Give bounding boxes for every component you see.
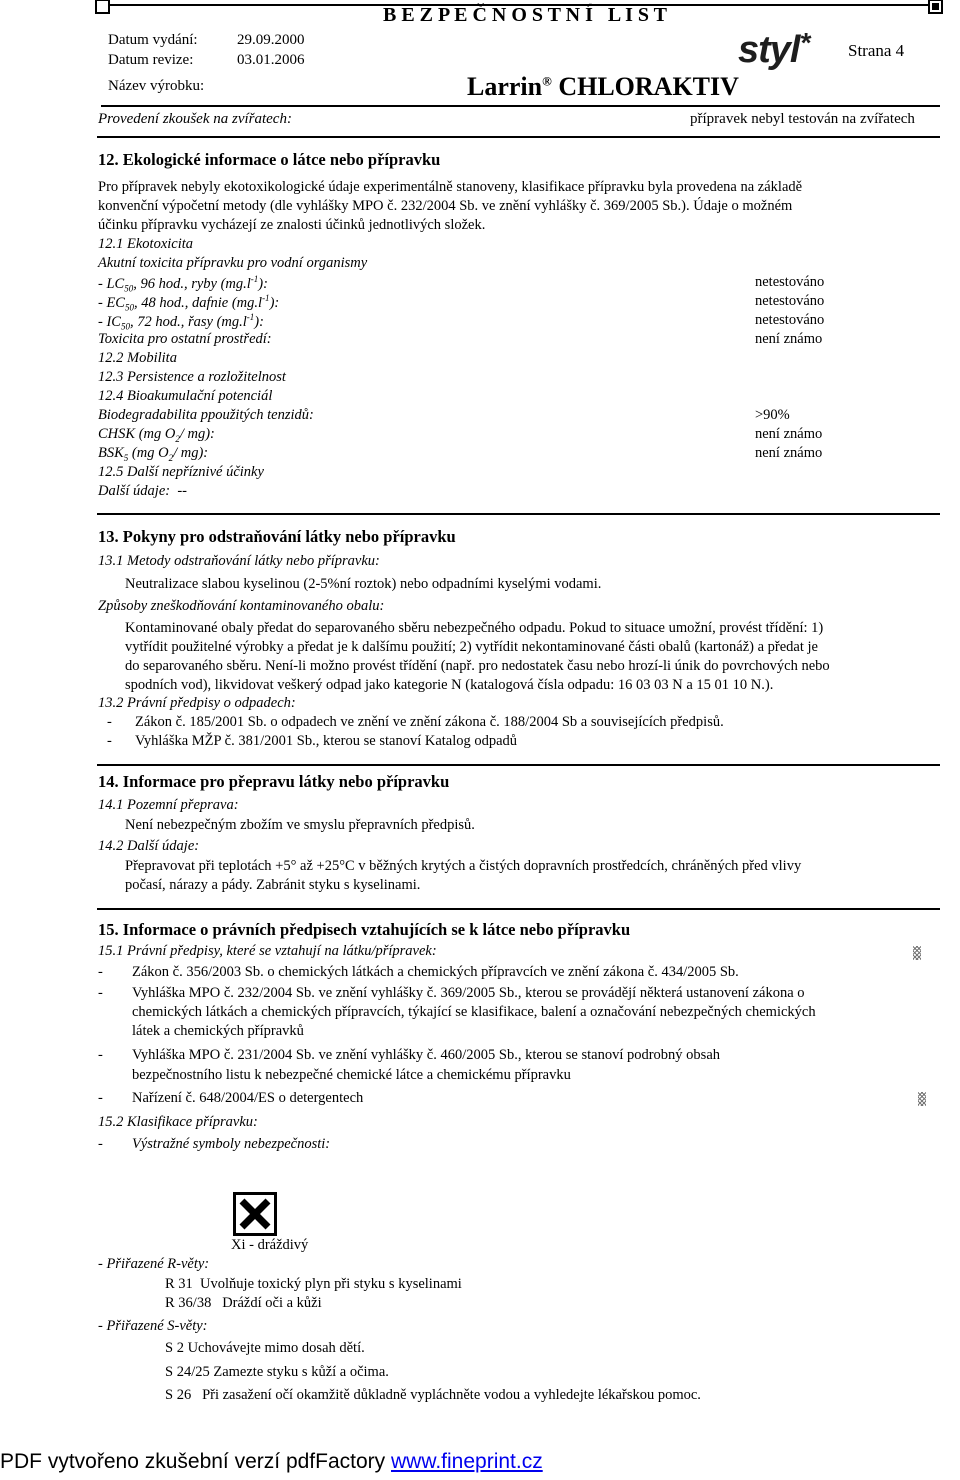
disposal-methods-text: Neutralizace slabou kyselinou (2-5%ní roztok) nebo odpadními kyselými vodami. bbox=[125, 576, 602, 592]
s12-paragraph-line: Pro přípravek nebyly ekotoxikologické údaje experimentálně stanoveny, klasifikace přípravku byla provedena na základě bbox=[98, 179, 803, 195]
packaging-disposal-line: do separovaného sběru. Není-li možno provést třídění (např. pro nedostatek času nebo hrozí-li únik do povrchových nebo bbox=[125, 658, 830, 674]
s-phrase: S 2 Uchovávejte mimo dosah dětí. bbox=[165, 1340, 365, 1356]
product-name bbox=[467, 72, 739, 102]
animal-test-label: Provedení zkoušek na zvířatech: bbox=[98, 111, 292, 127]
section-12-heading: 12. Ekologické informace o látce nebo přípravku bbox=[98, 150, 441, 169]
land-transport-text: Není nebezpečným zbožím ve smyslu přepravních předpisů. bbox=[125, 817, 475, 833]
logo-text: styl bbox=[738, 29, 800, 71]
r-phrases-label: - Přiřazené R-věty: bbox=[98, 1256, 210, 1272]
waste-law-heading: 13.2 Právní předpisy o odpadech: bbox=[98, 695, 296, 711]
waste-law-item: - Zákon č. 185/2001 Sb. o odpadech ve znění ve znění zákona č. 188/2004 Sb a souvisejících předpisů. bbox=[107, 714, 724, 730]
revision-date-value: 03.01.2006 bbox=[237, 52, 305, 68]
packaging-disposal-heading: Způsoby zneškodňování kontaminovaného obalu: bbox=[98, 598, 385, 614]
section-14-heading: 14. Informace pro přepravu látky nebo přípravku bbox=[98, 772, 450, 791]
s-phrase: S 26 Při zasažení očí okamžitě důkladně vypláchněte vodou a vyhledejte lékařskou pomoc. bbox=[165, 1387, 701, 1403]
waste-law-item: - Vyhláška MŽP č. 381/2001 Sb., kterou se stanoví Katalog odpadů bbox=[107, 733, 518, 749]
transport-other-line: Přepravovat při teplotách +5° až +25°C v běžných krytých a čistých dopravních prostředcích, chráněných před vlivy bbox=[125, 858, 802, 874]
legal-reg-line: Vyhláška MPO č. 232/2004 Sb. ve znění vyhlášky č. 369/2005 Sb., kterou se provádějí některá ustanovení zákona o bbox=[132, 985, 805, 1001]
scan-artifact bbox=[913, 946, 921, 960]
legal-reg-line: Nařízení č. 648/2004/ES o detergentech bbox=[132, 1090, 364, 1106]
hazard-symbols-line: - Výstražné symboly nebezpečnosti: bbox=[98, 1136, 331, 1152]
legal-reg-line: Zákon č. 356/2003 Sb. o chemických látkách a chemických přípravcích ve znění zákona č. 434/2005 Sb. bbox=[132, 964, 739, 980]
footer-text: PDF vytvořeno zkušební verzí pdfFactory bbox=[0, 1450, 386, 1473]
pdf-footer bbox=[0, 1450, 543, 1474]
toxicity-other-value: není známo bbox=[755, 331, 823, 347]
styl-logo bbox=[738, 29, 809, 72]
s-phrases-label: - Přiřazené S-věty: bbox=[98, 1318, 208, 1334]
legal-regs-heading: 15.1 Právní předpisy, které se vztahují na látku/přípravek: bbox=[98, 943, 437, 959]
chsk-value: není známo bbox=[755, 426, 823, 442]
packaging-disposal-line: vytřídit použitelné výrobky a předat je k dalšímu použití; 2) vytřídit nekontaminované části obalů (kartonáž) a předat je bbox=[125, 639, 818, 655]
divider bbox=[97, 764, 940, 766]
legal-reg-dash: - bbox=[98, 964, 103, 980]
toxicity-row-ic50: - $IC_{50}$, 72 hod., řasy $(mg.l^{-1})$: bbox=[98, 312, 264, 332]
transport-other-line: počasí, nárazy a pády. Zabránit styku s kyselinami. bbox=[125, 877, 421, 893]
divider bbox=[97, 908, 940, 910]
r-phrase: R 31 Uvolňuje toxický plyn při styku s kyselinami bbox=[165, 1276, 462, 1292]
header-corner-square bbox=[95, 0, 110, 14]
other-data-label: Další údaje: -- bbox=[98, 483, 188, 499]
issue-date-label: Datum vydání: bbox=[108, 32, 198, 48]
divider bbox=[97, 513, 940, 515]
packaging-disposal-line: spodních vod), likvidovat veškerý odpad jako kategorie N (katalogová čísla odpadu: 16 03 03 N a 15 01 10 N.). bbox=[125, 677, 774, 693]
toxicity-row-ec50: - $EC_{50}$, 48 hod., dafnie $(mg.l^{-1})$: bbox=[98, 293, 280, 313]
other-data-value: -- bbox=[177, 483, 188, 499]
logo-star: * bbox=[799, 27, 810, 58]
section-13-heading: 13. Pokyny pro odstraňování látky nebo přípravku bbox=[98, 527, 456, 546]
revision-date-label: Datum revize: bbox=[108, 52, 194, 68]
toxicity-value: netestováno bbox=[755, 293, 825, 309]
ekotoxicita-heading: 12.1 Ekotoxicita bbox=[98, 236, 194, 252]
transport-other-heading: 14.2 Další údaje: bbox=[98, 838, 200, 854]
acute-toxicity-heading: Akutní toxicita přípravku pro vodní organismy bbox=[98, 255, 368, 271]
section-15-heading: 15. Informace o právních předpisech vztahujících se k látce nebo přípravku bbox=[98, 920, 631, 939]
divider bbox=[97, 136, 940, 138]
legal-reg-line: bezpečnostního listu k nebezpečné chemické látce a chemickému přípravku bbox=[132, 1067, 571, 1083]
other-adverse-heading: 12.5 Další nepříznivé účinky bbox=[98, 464, 264, 480]
classification-heading: 15.2 Klasifikace přípravku: bbox=[98, 1114, 258, 1130]
legal-reg-dash: - bbox=[98, 1047, 103, 1063]
bioaccumulation-heading: 12.4 Bioakumulační potenciál bbox=[98, 388, 273, 404]
product-brand: Larrin bbox=[467, 72, 543, 101]
document-title: B E Z P E Č N O S T N Í L I S T bbox=[383, 4, 668, 26]
legal-reg-line: chemických látkách a chemických přípravcích, týkající se klasifikace, balení a označování nebezpečných chemických bbox=[132, 1004, 816, 1020]
land-transport-heading: 14.1 Pozemní přeprava: bbox=[98, 797, 239, 813]
issue-date-value: 29.09.2000 bbox=[237, 32, 305, 48]
product-variant: CHLORAKTIV bbox=[558, 72, 739, 101]
s-phrase: S 24/25 Zamezte styku s kůží a očima. bbox=[165, 1364, 389, 1380]
hazard-symbol-label: Xi - dráždivý bbox=[231, 1237, 309, 1253]
animal-test-value: přípravek nebyl testován na zvířatech bbox=[690, 111, 915, 127]
scan-artifact bbox=[918, 1092, 926, 1106]
legal-reg-dash: - bbox=[98, 1090, 103, 1106]
bsk-value: není známo bbox=[755, 445, 823, 461]
toxicity-value: netestováno bbox=[755, 274, 825, 290]
biodegradability-value: >90% bbox=[755, 407, 790, 423]
toxicity-row-lc50: - $LC_{50}$, 96 hod., ryby $(mg.l^{-1})$: bbox=[98, 274, 268, 294]
biodegradability-label: Biodegradabilita ppoužitých tenzidů: bbox=[98, 407, 314, 423]
page-number: Strana 4 bbox=[848, 41, 905, 60]
s12-paragraph-line: účinku přípravku vycházejí ze znalosti účinků jednotlivých složek. bbox=[98, 217, 486, 233]
packaging-disposal-line: Kontaminované obaly předat do separovaného sběru nebezpečného odpadu. Pokud to situace umožní, provést třídění: 1) bbox=[125, 620, 824, 636]
toxicity-value: netestováno bbox=[755, 312, 825, 328]
mobilita-heading: 12.2 Mobilita bbox=[98, 350, 177, 366]
legal-reg-dash: - bbox=[98, 985, 103, 1001]
registered-mark: ® bbox=[542, 73, 552, 89]
disposal-methods-heading: 13.1 Metody odstraňování látky nebo přípravku: bbox=[98, 553, 380, 569]
bsk-label: $BSK_5$ (mg $O_2/$ mg): bbox=[98, 445, 209, 463]
r-phrase: R 36/38 Dráždí oči a kůži bbox=[165, 1295, 322, 1311]
legal-reg-line: látek a chemických přípravků bbox=[132, 1023, 304, 1039]
header-corner-square bbox=[928, 0, 943, 14]
s12-paragraph-line: konvenční výpočetní metody (dle vyhlášky MPO č. 232/2004 Sb. ve znění vyhlášky č. 369/2005 Sb.). Údaje o možném bbox=[98, 198, 793, 214]
fineprint-link[interactable]: www.fineprint.cz bbox=[391, 1450, 543, 1473]
toxicity-other-label: Toxicita pro ostatní prostředí: bbox=[98, 331, 272, 347]
persistence-heading: 12.3 Persistence a rozložitelnost bbox=[98, 369, 286, 385]
legal-reg-line: Vyhláška MPO č. 231/2004 Sb. ve znění vyhlášky č. 460/2005 Sb., kterou se stanoví podrobný obsah bbox=[132, 1047, 721, 1063]
xi-hazard-icon bbox=[233, 1192, 277, 1236]
chsk-label: CHSK (mg $O_2/$ mg): bbox=[98, 426, 215, 444]
product-name-label: Název výrobku: bbox=[108, 78, 205, 94]
